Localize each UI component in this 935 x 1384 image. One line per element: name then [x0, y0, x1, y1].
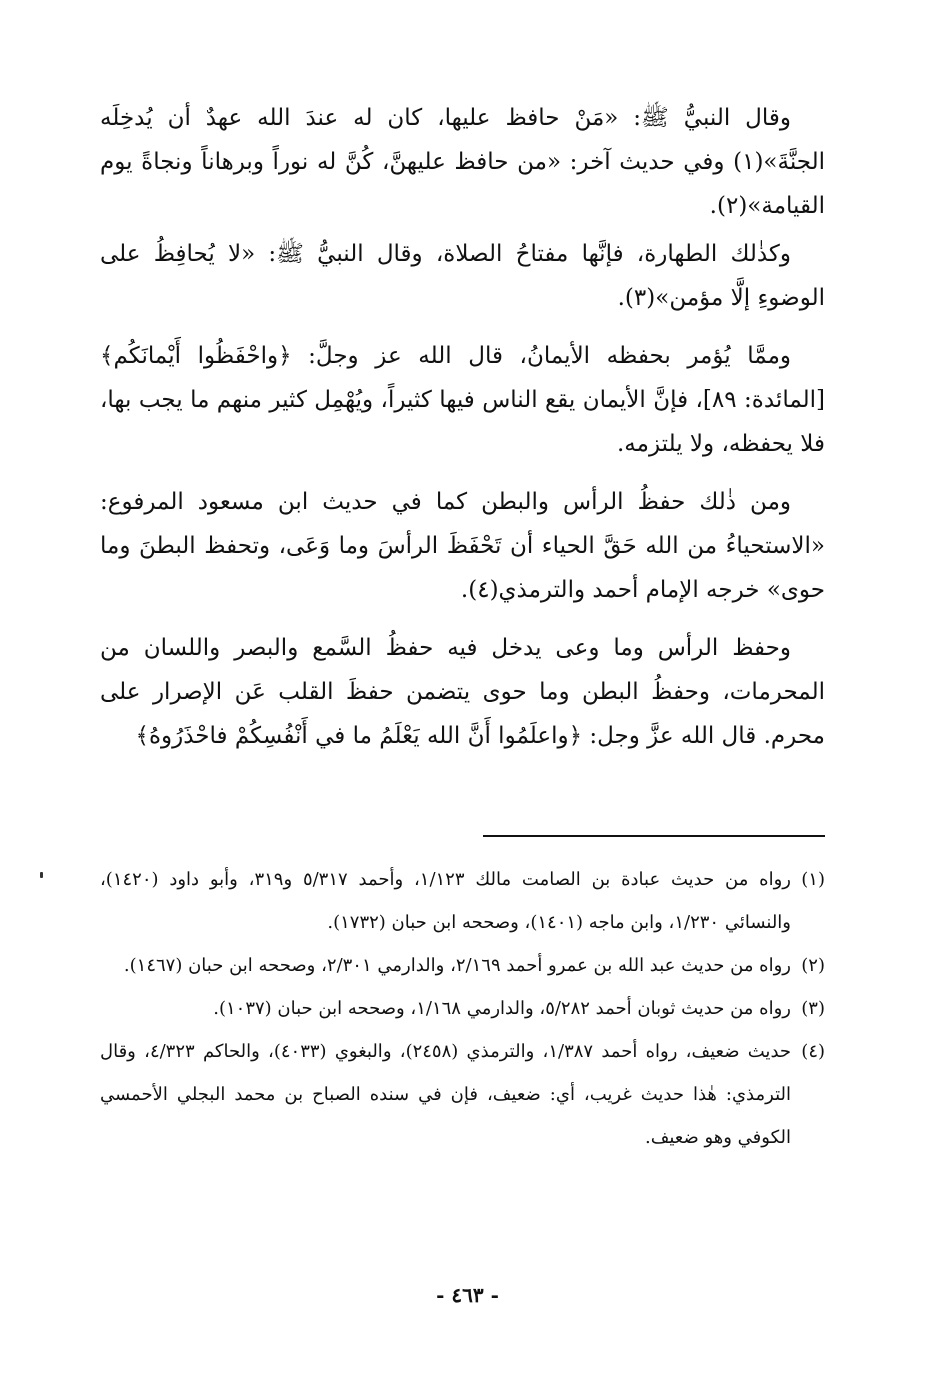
paragraph — [100, 96, 825, 228]
paragraph — [100, 232, 825, 320]
margin-mark — [40, 872, 43, 878]
footnotes — [100, 858, 825, 1159]
footnote — [100, 987, 825, 1030]
paragraph-text: وحفظ الرأس وما وعى يدخل فيه حفظُ السَّمع والبصر واللسان من المحرمات، وحفظُ البطن وما حوى يتضمن حفظَ القلب عَن الإصرار على محرم. قال الله عزَّ وجل: ﴿واعلَمُوا أَنَّ الله يَعْلَمُ ما في أَنْفُسِكُمْ فاحْذَرُوهُ﴾ — [100, 635, 825, 749]
page-number: - ٤٦٣ - — [436, 1283, 499, 1307]
paragraph — [100, 334, 825, 466]
footnote-text: حديث ضعيف، رواه أحمد ١/٣٨٧، والترمذي (٢٤٥٨)، والبغوي (٤٠٣٣)، والحاكم ٤/٣٢٣، وقال الترمذي: هٰذا حديث غريب، أي: ضعيف، فإن في سنده الصباح بن محمد البجلي الأحمسي الكوفي وهو ضعيف. — [100, 1041, 792, 1148]
paragraph — [100, 626, 825, 758]
footnote — [100, 1030, 825, 1159]
footnote-separator — [483, 835, 825, 837]
footnote-number: (١) — [801, 869, 825, 890]
footnote-number: (٣) — [801, 998, 825, 1019]
main-text — [100, 96, 825, 772]
paragraph-text: وكذٰلك الطهارة، فإنَّها مفتاحُ الصلاة، وقال النبيُّ ﷺ: «لا يُحافِظُ على الوضوءِ إلَّا مؤمن»(٣). — [100, 241, 825, 311]
paragraph-text: وقال النبيُّ ﷺ: «مَنْ حافظ عليها، كان له عندَ الله عهدٌ أن يُدخِلَه الجنَّةَ»(١) وفي حديث آخر: «من حافظ عليهنَّ، كُنَّ له نوراً وبرهاناً ونجاةً يوم القيامة»(٢). — [100, 105, 825, 219]
footnote-text: رواه من حديث ثوبان أحمد ٥/٢٨٢، والدارمي ١/١٦٨، وصححه ابن حبان (١٠٣٧). — [213, 998, 791, 1019]
footnote-text: رواه من حديث عبادة بن الصامت مالك ١/١٢٣، وأحمد ٥/٣١٧ و٣١٩، وأبو داود (١٤٢٠)، والنسائي ١/٢٣٠، وابن ماجه (١٤٠١)، وصححه ابن حبان (١٧٣٢). — [100, 869, 791, 933]
paragraph-text: ومن ذٰلك حفظُ الرأس والبطن كما في حديث ابن مسعود المرفوع: «الاستحياءُ من الله حَقَّ الحياء أن تَحْفَظَ الرأسَ وما وَعَى، وتحفظ البطنَ وما حوى» خرجه الإمام أحمد والترمذي(٤). — [100, 489, 825, 603]
paragraph-text: وممَّا يُؤمر بحفظه الأيمانُ، قال الله عز وجلَّ: ﴿واحْفَظُوا أَيْمانَكُم﴾ [المائدة: ٨٩]، فإنَّ الأيمان يقع الناس فيها كثيراً، ويُهْمِل كثير منهم ما يجب بها، فلا يحفظه، ولا يلتزمه. — [100, 343, 825, 457]
paragraph — [100, 480, 825, 612]
footnote-text: رواه من حديث عبد الله بن عمرو أحمد ٢/١٦٩، والدارمي ٢/٣٠١، وصححه ابن حبان (١٤٦٧). — [123, 955, 791, 976]
footnote-number: (٢) — [801, 955, 825, 976]
footnote-number: (٤) — [801, 1041, 826, 1062]
footnote — [100, 944, 825, 987]
footnote — [100, 858, 825, 944]
